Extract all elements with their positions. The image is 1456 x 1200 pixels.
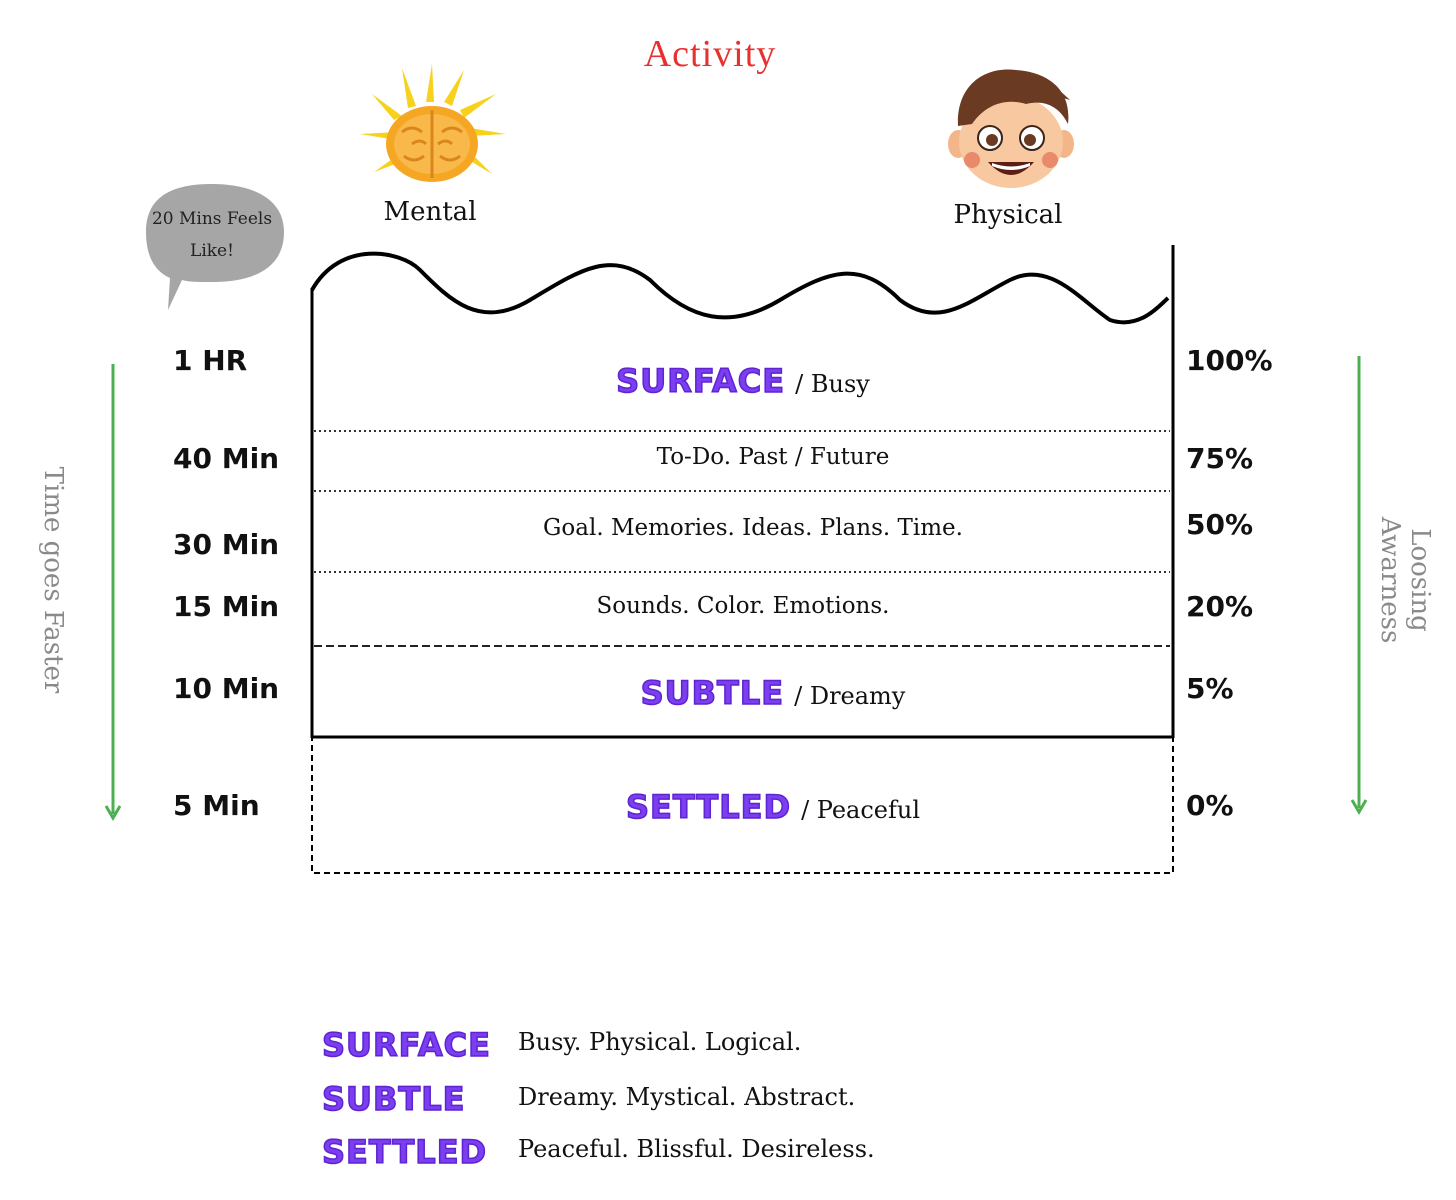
legend-keyword: SETTLED	[322, 1133, 488, 1171]
percent-label: 100%	[1186, 344, 1273, 377]
surface-desc: / Busy	[795, 370, 870, 398]
mental-label: Mental	[383, 197, 477, 227]
subtle-band	[344, 674, 1202, 712]
legend-text: Dreamy. Mystical. Abstract.	[518, 1083, 856, 1111]
time-label: 5 Min	[173, 789, 260, 822]
legend-text: Busy. Physical. Logical.	[518, 1028, 802, 1056]
sounds-band: Sounds. Color. Emotions.	[596, 593, 890, 619]
settled-band	[344, 788, 1202, 826]
subtle-keyword: SUBTLE	[640, 674, 785, 712]
todo-band: To-Do. Past / Future	[656, 444, 890, 470]
diagram-title: Activity	[643, 33, 777, 75]
settled-desc: / Peaceful	[801, 796, 921, 824]
time-label: 15 Min	[173, 590, 280, 623]
loosing-awareness-label: Loosing Awarness	[1375, 516, 1435, 644]
surface-keyword: SURFACE	[616, 362, 786, 400]
subtle-desc: / Dreamy	[794, 682, 906, 710]
legend-text: Peaceful. Blissful. Desireless.	[518, 1135, 875, 1163]
time-label: 40 Min	[173, 442, 280, 475]
percent-label: 75%	[1186, 442, 1254, 475]
time-label: 1 HR	[173, 344, 248, 377]
bubble-line-2: Like!	[190, 241, 234, 261]
surface-band	[314, 362, 1172, 400]
time-goes-faster-label: Time goes Faster	[38, 466, 68, 694]
bubble-line-1: 20 Mins Feels	[151, 209, 273, 229]
time-label: 10 Min	[173, 672, 280, 705]
percent-label: 20%	[1186, 590, 1254, 623]
percent-label: 0%	[1186, 789, 1234, 822]
wave-line	[312, 254, 1168, 323]
settled-keyword: SETTLED	[625, 788, 792, 826]
legend-keyword: SURFACE	[322, 1026, 491, 1064]
percent-label: 50%	[1186, 508, 1254, 541]
goal-band: Goal. Memories. Ideas. Plans. Time.	[543, 515, 963, 541]
percent-label: 5%	[1186, 672, 1234, 705]
time-label: 30 Min	[173, 528, 280, 561]
legend-keyword: SUBTLE	[322, 1080, 466, 1118]
physical-label: Physical	[953, 200, 1063, 230]
